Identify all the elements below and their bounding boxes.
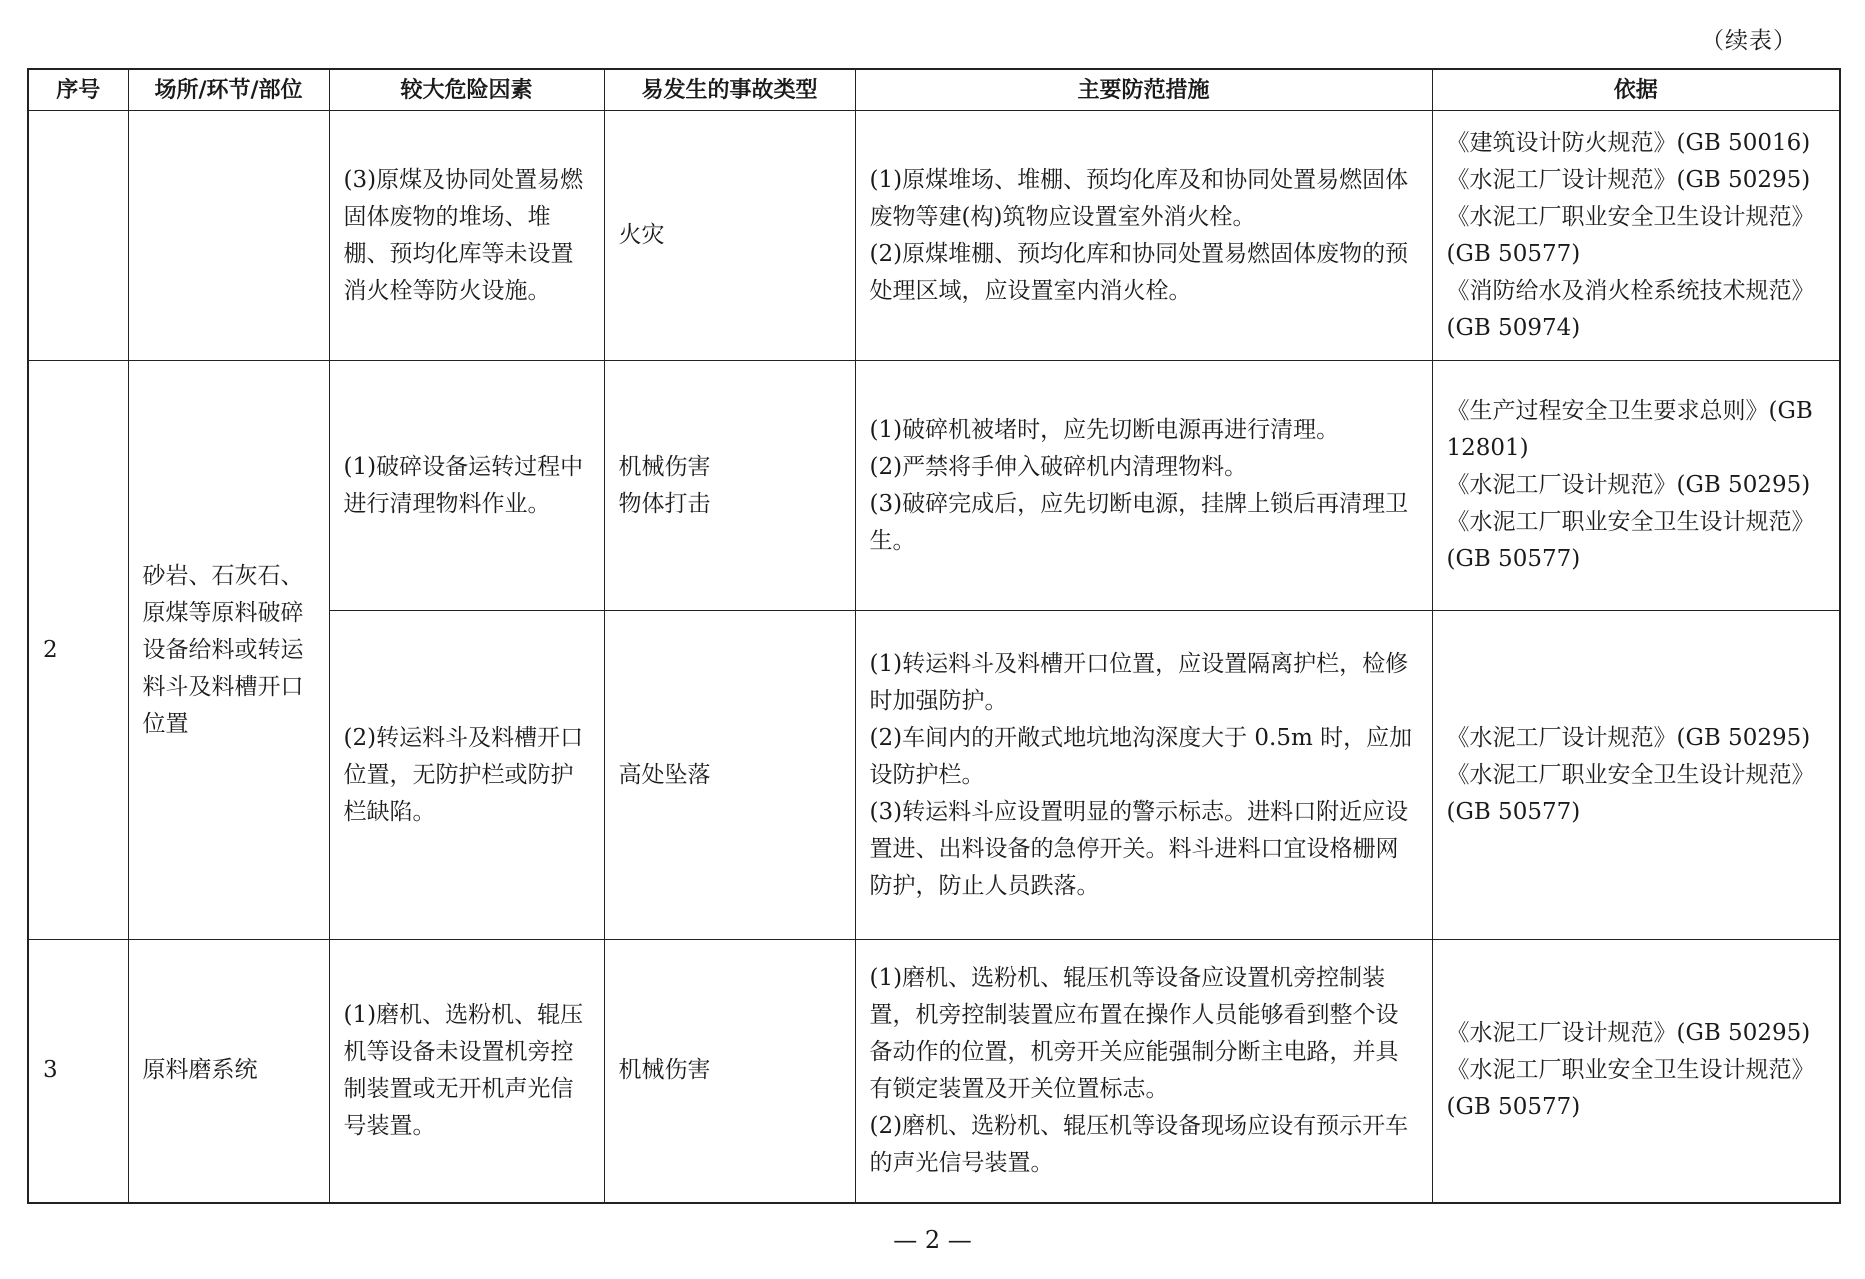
header-accident-type: 易发生的事故类型 [604,69,855,111]
measure-item: (2)原煤堆棚、预均化库和协同处置易燃固体废物的预处理区域，应设置室内消火栓。 [869,240,1409,304]
measures-cell [855,111,1432,361]
measures-cell [855,940,1432,1203]
basis-item: 《建筑设计防火规范》(GB 50016) [1446,129,1811,156]
basis-item: 《水泥工厂职业安全卫生设计规范》(GB 50577) [1446,1057,1815,1121]
table-row [28,111,1840,361]
basis-item: 《生产过程安全卫生要求总则》(GB 12801) [1446,398,1813,461]
measure-item: (1)磨机、选粉机、辊压机等设备应设置机旁控制装置，机旁控制装置应布置在操作人员能够看到整个设备动作的位置，机旁开关应能强制分断主电路，并具有锁定装置及开关位置标志。 [869,964,1399,1102]
basis-item: 《水泥工厂设计规范》(GB 50295) [1446,166,1811,193]
header-location: 场所/环节/部位 [128,69,329,111]
measure-item: (1)原煤堆场、堆棚、预均化库及和协同处置易燃固体废物等建(构)筑物应设置室外消火栓。 [869,166,1409,230]
measures-cell [855,361,1432,611]
page-number: — 2 — [893,1226,972,1254]
seq-cell: 2 [28,361,128,940]
measure-item: (2)严禁将手伸入破碎机内清理物料。 [869,453,1248,480]
location-cell [128,111,329,361]
accident-type: 火灾 [618,222,665,248]
accident-cell [604,940,855,1203]
basis-item: 《水泥工厂设计规范》(GB 50295) [1446,1020,1811,1047]
header-row [28,69,1840,111]
basis-cell [1432,940,1840,1203]
hazard-cell: (3)原煤及协同处置易燃固体废物的堆场、堆棚、预均化库等未设置消火栓等防火设施。 [329,111,604,361]
measure-item: (3)转运料斗应设置明显的警示标志。进料口附近应设置进、出料设备的急停开关。料斗进料口宜设格栅网防护，防止人员跌落。 [869,798,1409,899]
header-seq: 序号 [28,69,128,111]
basis-item: 《水泥工厂职业安全卫生设计规范》(GB 50577) [1446,509,1815,572]
accident-cell [604,111,855,361]
basis-item: 《水泥工厂职业安全卫生设计规范》(GB 50577) [1446,761,1815,825]
accident-cell [604,611,855,940]
accident-type: 机械伤害 [618,453,711,480]
header-hazard: 较大危险因素 [329,69,604,111]
hazard-cell: (1)破碎设备运转过程中进行清理物料作业。 [329,361,604,611]
basis-item: 《水泥工厂设计规范》(GB 50295) [1446,472,1811,498]
accident-type: 物体打击 [618,490,711,517]
table-row [28,361,1840,611]
basis-item: 《水泥工厂职业安全卫生设计规范》(GB 50577) [1446,203,1815,267]
accident-cell [604,361,855,611]
hazard-cell: (1)磨机、选粉机、辊压机等设备未设置机旁控制装置或无开机声光信号装置。 [329,940,604,1203]
location-cell: 砂岩、石灰石、原煤等原料破碎设备给料或转运料斗及料槽开口位置 [128,361,329,940]
basis-cell [1432,611,1840,940]
basis-item: 《消防给水及消火栓系统技术规范》(GB 50974) [1446,277,1815,341]
measure-item: (1)破碎机被堵时，应先切断电源再进行清理。 [869,416,1340,443]
basis-item: 《水泥工厂设计规范》(GB 50295) [1446,724,1811,751]
measure-item: (2)磨机、选粉机、辊压机等设备现场应设有预示开车的声光信号装置。 [869,1112,1409,1176]
measure-item: (3)破碎完成后，应先切断电源，挂牌上锁后再清理卫生。 [869,490,1409,554]
accident-type: 机械伤害 [618,1057,711,1084]
measure-item: (2)车间内的开敞式地坑地沟深度大于 0.5m 时，应加设防护栏。 [869,724,1413,788]
table-row [28,940,1840,1203]
seq-cell [28,111,128,361]
header-measures: 主要防范措施 [855,69,1432,111]
basis-cell [1432,111,1840,361]
basis-cell [1432,361,1840,611]
hazard-table [27,68,1841,1204]
measure-item: (1)转运料斗及料槽开口位置，应设置隔离护栏，检修时加强防护。 [869,650,1409,714]
measures-cell [855,611,1432,940]
accident-type: 高处坠落 [618,761,711,788]
hazard-cell: (2)转运料斗及料槽开口位置，无防护栏或防护栏缺陷。 [329,611,604,940]
header-basis: 依据 [1432,69,1840,111]
continued-label: （续表） [1701,28,1797,54]
seq-cell: 3 [28,940,128,1203]
location-cell: 原料磨系统 [128,940,329,1203]
